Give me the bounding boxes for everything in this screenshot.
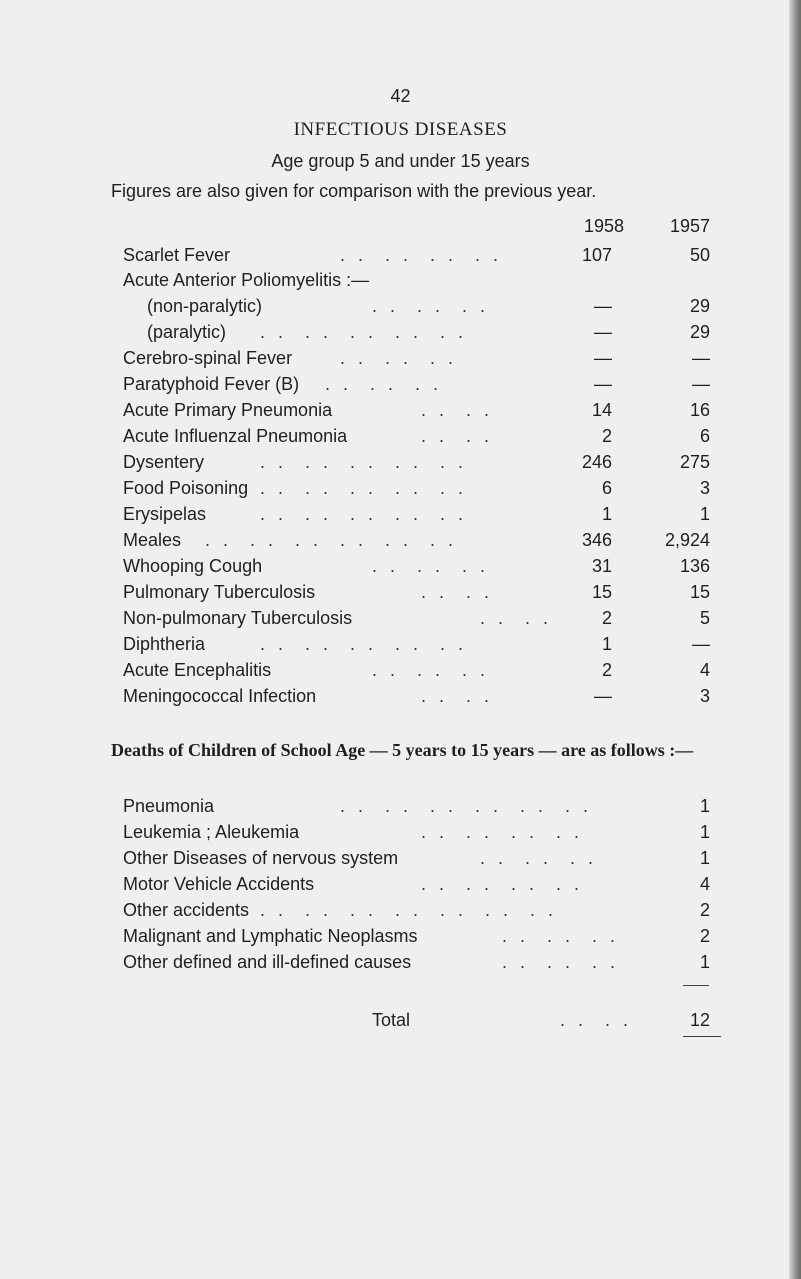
leader-dots: . . . . . . — [480, 848, 598, 868]
leader-dots: . . . . — [421, 582, 494, 602]
leader-dots: . . . . . . . . . . — [260, 452, 468, 472]
value-1958: 346 — [581, 530, 612, 550]
value-1958: — — [594, 322, 612, 342]
leader-dots: . . . . . . . . — [421, 874, 584, 894]
table-row — [0, 322, 801, 348]
value-1958: 14 — [591, 400, 612, 420]
value-1958: 31 — [591, 556, 612, 576]
disease-label: Paratyphoid Fever (B) — [123, 374, 300, 394]
cause-label: Malignant and Lymphatic Neoplasms — [123, 926, 418, 946]
cause-label: Leukemia ; Aleukemia — [123, 822, 300, 842]
value-1957: 3 — [699, 478, 710, 498]
leader-dots: . . . . — [421, 400, 494, 420]
value-1958: 246 — [581, 452, 612, 472]
value-1958: 15 — [591, 582, 612, 602]
table-row — [0, 608, 801, 634]
value-1957: 6 — [699, 426, 710, 446]
cause-value: 4 — [699, 874, 710, 894]
cause-label: Other Diseases of nervous system — [123, 848, 399, 868]
deaths-heading: Deaths of Children of School Age — 5 years to 15 years — are as follows :— — [111, 740, 694, 760]
value-1957: 15 — [689, 582, 710, 602]
value-1958: 1 — [601, 634, 612, 654]
value-1957: 29 — [689, 296, 710, 316]
table-row — [0, 686, 801, 712]
value-1958: 2 — [601, 426, 612, 446]
value-1958: 2 — [601, 660, 612, 680]
leader-dots: . . . . . . . . . . — [260, 322, 468, 342]
value-1957: 29 — [689, 322, 710, 342]
value-1957: 5 — [699, 608, 710, 628]
leader-dots: . . . . — [560, 1010, 633, 1030]
leader-dots: . . . . . . . . . . — [260, 504, 468, 524]
page-number: 42 — [390, 86, 411, 106]
page-subtitle: Age group 5 and under 15 years — [271, 151, 530, 171]
disease-label: Pulmonary Tuberculosis — [123, 582, 316, 602]
leader-dots: . . . . . . — [502, 952, 620, 972]
cause-label: Pneumonia — [123, 796, 215, 816]
disease-label: Diphtheria — [123, 634, 206, 654]
value-1958: 1 — [601, 504, 612, 524]
value-1957: — — [692, 374, 710, 394]
value-1957: 136 — [679, 556, 710, 576]
disease-label: Meningococcal Infection — [123, 686, 317, 706]
leader-dots: . . . . . . — [372, 660, 490, 680]
list-item — [0, 874, 801, 900]
list-item — [0, 796, 801, 822]
disease-label: Scarlet Fever — [123, 245, 231, 265]
value-1957: — — [692, 348, 710, 368]
leader-dots: . . . . . . — [372, 556, 490, 576]
table-row — [0, 660, 801, 686]
table-row — [0, 426, 801, 452]
disease-label: Acute Primary Pneumonia — [123, 400, 333, 420]
cause-label: Other accidents — [123, 900, 250, 920]
value-1957: 3 — [699, 686, 710, 706]
list-item — [0, 822, 801, 848]
disease-label: Non-pulmonary Tuberculosis — [123, 608, 353, 628]
disease-label: Food Poisoning — [123, 478, 249, 498]
value-1958: — — [594, 296, 612, 316]
list-item — [0, 848, 801, 874]
year-header-1957: 1957 — [669, 216, 710, 236]
cause-value: 1 — [699, 796, 710, 816]
leader-dots: . . . . . . — [325, 374, 443, 394]
intro-text: Figures are also given for comparison with the previous year. — [111, 181, 597, 201]
value-1958: — — [594, 374, 612, 394]
disease-label: Acute Influenzal Pneumonia — [123, 426, 348, 446]
list-item — [0, 900, 801, 926]
cause-value: 2 — [699, 926, 710, 946]
value-1957: — — [692, 634, 710, 654]
leader-dots: . . . . . . . . . . . . — [340, 796, 593, 816]
table-row — [0, 400, 801, 426]
disease-label: Whooping Cough — [123, 556, 263, 576]
leader-dots: . . . . . . . . — [340, 245, 503, 265]
value-1958: 2 — [601, 608, 612, 628]
cause-value: 1 — [699, 952, 710, 972]
value-1958: 107 — [581, 245, 612, 265]
leader-dots: . . . . . . . . . . — [260, 478, 468, 498]
disease-label: Cerebro-spinal Fever — [123, 348, 293, 368]
cause-value: 2 — [699, 900, 710, 920]
value-1958: — — [594, 348, 612, 368]
disease-label: Meales — [123, 530, 182, 550]
page-title: INFECTIOUS DISEASES — [293, 119, 508, 140]
table-row — [0, 634, 801, 660]
total-rule-top — [683, 985, 709, 986]
leader-dots: . . . . . . — [340, 348, 458, 368]
table-row — [0, 374, 801, 400]
leader-dots: . . . . . . . . . . — [260, 634, 468, 654]
table-row — [0, 556, 801, 582]
leader-dots: . . . . . . . . . . . . . . — [260, 900, 558, 920]
value-1957: 50 — [689, 245, 710, 265]
leader-dots: . . . . . . . . — [421, 822, 584, 842]
list-item — [0, 926, 801, 952]
table-row — [0, 296, 801, 322]
disease-label: Acute Anterior Poliomyelitis :— — [123, 270, 370, 290]
year-header-1958: 1958 — [583, 216, 624, 236]
value-1957: 16 — [689, 400, 710, 420]
disease-label: Erysipelas — [123, 504, 207, 524]
disease-label: Acute Encephalitis — [123, 660, 272, 680]
value-1957: 4 — [699, 660, 710, 680]
table-row — [0, 530, 801, 556]
total-value: 12 — [689, 1010, 710, 1030]
list-item — [0, 952, 801, 978]
leader-dots: . . . . . . — [372, 296, 490, 316]
cause-label: Other defined and ill-defined causes — [123, 952, 412, 972]
table-row — [0, 245, 801, 271]
leader-dots: . . . . . . . . . . . . — [205, 530, 458, 550]
leader-dots: . . . . — [421, 686, 494, 706]
value-1957: 275 — [679, 452, 710, 472]
disease-label: (non-paralytic) — [147, 296, 263, 316]
value-1957: 1 — [699, 504, 710, 524]
value-1958: — — [594, 686, 612, 706]
value-1957: 2,924 — [664, 530, 710, 550]
table-row — [0, 478, 801, 504]
total-label: Total — [372, 1010, 411, 1030]
leader-dots: . . . . — [421, 426, 494, 446]
cause-label: Motor Vehicle Accidents — [123, 874, 315, 894]
disease-label: Dysentery — [123, 452, 205, 472]
value-1958: 6 — [601, 478, 612, 498]
cause-value: 1 — [699, 848, 710, 868]
leader-dots: . . . . . . — [502, 926, 620, 946]
leader-dots: . . . . — [480, 608, 553, 628]
table-row — [0, 452, 801, 478]
table-row — [0, 270, 801, 296]
table-row — [0, 348, 801, 374]
disease-label: (paralytic) — [147, 322, 227, 342]
table-row — [0, 582, 801, 608]
table-row — [0, 504, 801, 530]
total-rule-bottom — [683, 1036, 721, 1037]
cause-value: 1 — [699, 822, 710, 842]
